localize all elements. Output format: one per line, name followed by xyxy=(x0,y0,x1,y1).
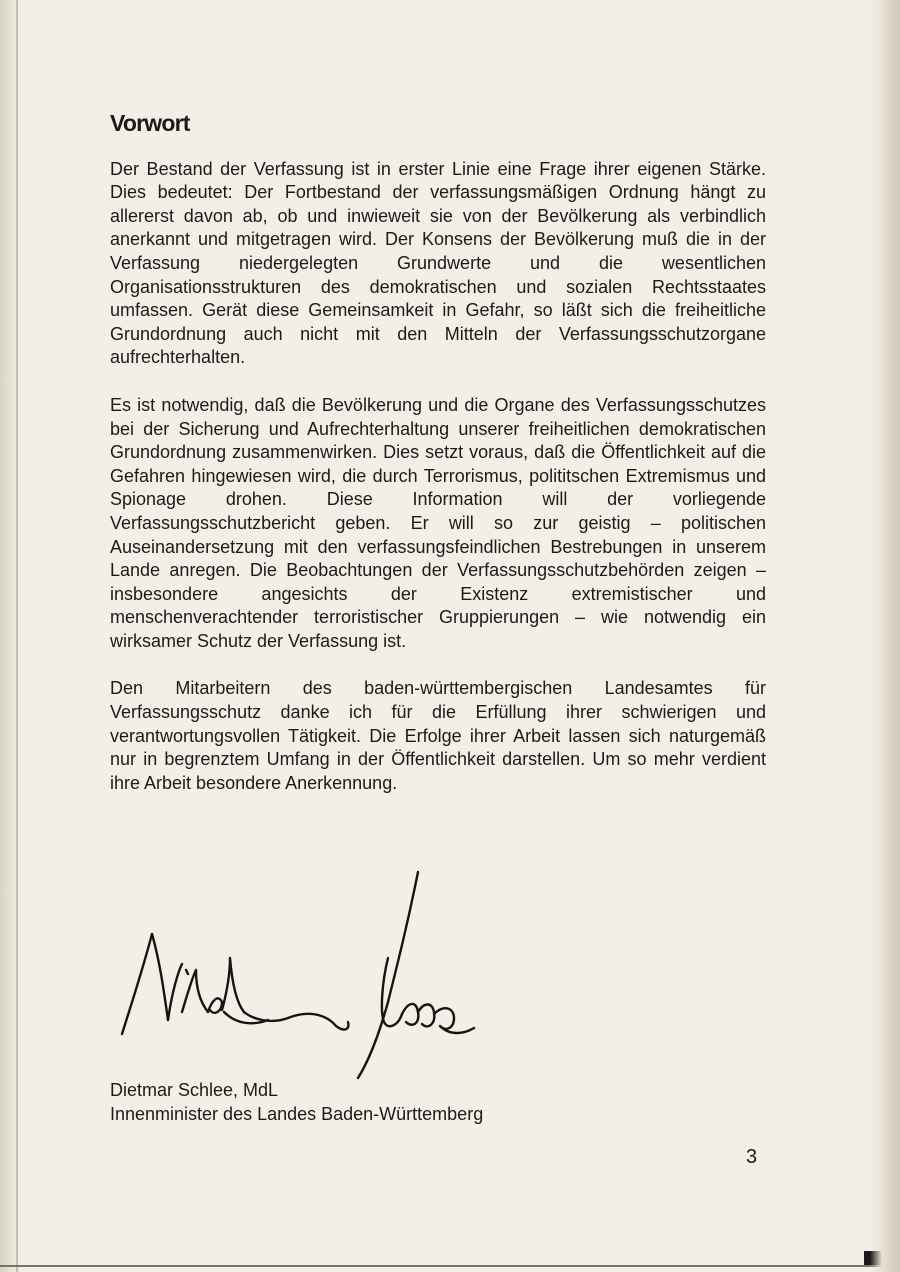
foreword-content xyxy=(110,110,766,819)
page-left-edge xyxy=(16,0,18,1272)
paragraph-1: Der Bestand der Verfassung ist in erster Linie eine Frage ihrer eigenen Stärke. Dies bedeutet: Der Fortbestand der verfassungsmäßigen Ordnung hängt zu allererst davon ab, ob und inwieweit sie von der Bevölkerung als verbindlich anerkannt und mitgetragen wird. Der Konsens der Bevölkerung muß die in der Verfassung niedergelegten Grundwerte und die wesentlichen Organisationsstrukturen des demokratischen und sozialen Rechtsstaates umfassen. Gerät diese Gemeinsamkeit in Gefahr, so läßt sich die freiheitliche Grundordnung auch nicht mit den Mitteln der Verfassungsschutzorgane aufrechterhalten. xyxy=(110,158,766,368)
page-bottom-edge xyxy=(0,1265,900,1267)
paragraph-2: Es ist notwendig, daß die Bevölkerung und die Organe des Verfassungsschutzes bei der Sicherung und Aufrechterhaltung unserer freiheitlichen demokratischen Grundordnung zusammenwirken. Dies setzt voraus, daß die Öffentlichkeit auf die Gefahren hingewiesen wird, die durch Terrorismus, polititschen Extremismus und Spionage drohen. Diese Information will der vorliegende Verfassungsschutzbericht geben. Er will so zur geistig – politischen Auseinandersetzung mit den verfassungsfeindlichen Bestrebungen in unserem Lande anregen. Die Beobachtungen der Verfassungsschutzbehörden zeigen – insbesondere angesichts der Existenz extremistischer und menschenverachtender terroristischer Gruppierungen – wie notwendig ein wirksamer Schutz der Verfassung ist. xyxy=(110,394,766,651)
page-title: Vorwort xyxy=(110,110,190,136)
handwritten-signature xyxy=(112,862,492,1082)
signer-block xyxy=(110,1078,483,1126)
paragraph-3: Den Mitarbeitern des baden-württembergischen Landesamtes für Verfassungsschutz danke ich für die Erfüllung ihrer schwierigen und verantwortungsvollen Tätigkeit. Die Erfolge ihrer Arbeit lassen sich naturgemäß nur in begrenztem Umfang in der Öffentlichkeit darstellen. Um so mehr verdient ihre Arbeit besondere Anerkennung. xyxy=(110,678,766,793)
corner-mark xyxy=(864,1251,894,1265)
signer-title: Innenminister des Landes Baden-Württemberg xyxy=(110,1104,484,1124)
page-number: 3 xyxy=(746,1146,758,1168)
page-right-edge xyxy=(888,0,893,1272)
signer-name: Dietmar Schlee, MdL xyxy=(110,1080,279,1100)
